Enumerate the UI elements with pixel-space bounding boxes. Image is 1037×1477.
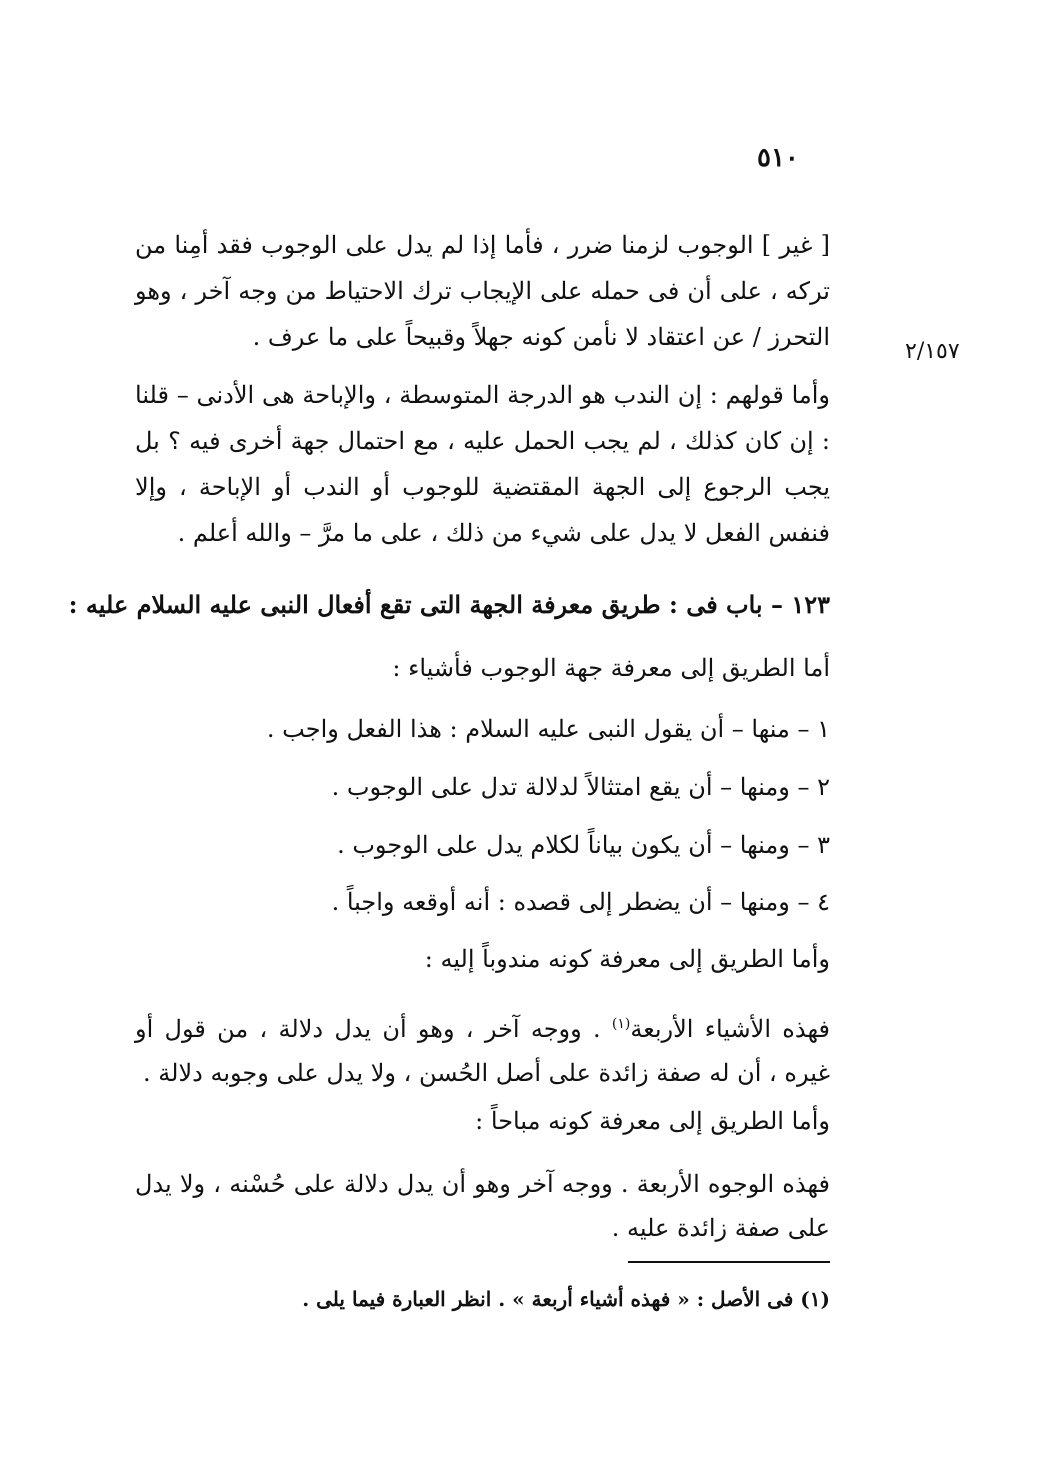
- section-heading: ١٢٣ – باب فى : طريق معرفة الجهة التى تقع أفعال النبى عليه السلام عليه :: [68, 590, 830, 619]
- footnote-marker: (١): [611, 1016, 631, 1032]
- paragraph-2-text: وأما قولهم : إن الندب هو الدرجة المتوسطة ، والإباحة هى الأدنى – قلنا : إن كان كذلك ، لم يجب الحمل عليه ، مع احتمال جهة أخرى فيه ؟ بل يجب الرجوع إلى الجهة المقتضية للوجوب أو الندب أو الإباحة ، وإلا فنفس الفعل لا يدل على شيء من ذلك ، على ما مرَّ – والله أعلم .: [135, 381, 830, 547]
- list-item: ٢ – ومنها – أن يقع امتثالاً لدلالة تدل على الوجوب .: [331, 773, 830, 801]
- paragraph-nadb-rest: . ووجه آخر ، وهو أن يدل دلالة ، من قول أو غيره ، أن له صفة زائدة على أصل الحُسن ، ولا يدل على وجوبه دلالة .: [135, 1015, 830, 1087]
- paragraph-ibaha: [135, 1162, 830, 1250]
- subheading-wujub: أما الطريق إلى معرفة جهة الوجوب فأشياء :: [392, 654, 830, 682]
- margin-reference: ٢/١٥٧: [905, 339, 960, 364]
- footnote: (١) فى الأصل : « فهذه أشياء أربعة » . انظر العبارة فيما يلى .: [302, 1287, 830, 1311]
- list-item: ٣ – ومنها – أن يكون بياناً لكلام يدل على الوجوب .: [337, 831, 830, 859]
- paragraph-ibaha-text: فهذه الوجوه الأربعة . ووجه آخر وهو أن يدل دلالة على حُسْنه ، ولا يدل على صفة زائدة عليه .: [135, 1170, 830, 1242]
- paragraph-1-text: [ غير ] الوجوب لزمنا ضرر ، فأما إذا لم يدل على الوجوب فقد أمِنا من تركه ، على أن فى حمله على الإيجاب ترك الاحتياط من وجه آخر ، وهو التحرز / عن اعتقاد لا نأمن كونه جهلاً وقبيحاً على ما عرف .: [135, 231, 830, 351]
- subheading-nadb: وأما الطريق إلى معرفة كونه مندوباً إليه :: [424, 945, 830, 973]
- paragraph-nadb-text: [135, 1002, 830, 1095]
- list-item: ١ – منها – أن يقول النبى عليه السلام : هذا الفعل واجب .: [266, 715, 830, 743]
- paragraph-nadb-start: فهذه الأشياء الأربعة: [630, 1015, 830, 1043]
- paragraph-reply: [135, 372, 830, 556]
- list-item: ٤ – ومنها – أن يضطر إلى قصده : أنه أوقعه واجباً .: [331, 888, 830, 916]
- subheading-ibaha: وأما الطريق إلى معرفة كونه مباحاً :: [475, 1107, 830, 1135]
- paragraph-nadb: [135, 1002, 830, 1095]
- footnote-divider: [628, 1261, 830, 1263]
- paragraph-continuation: [135, 222, 830, 360]
- page-number: ٥١٠: [757, 143, 799, 173]
